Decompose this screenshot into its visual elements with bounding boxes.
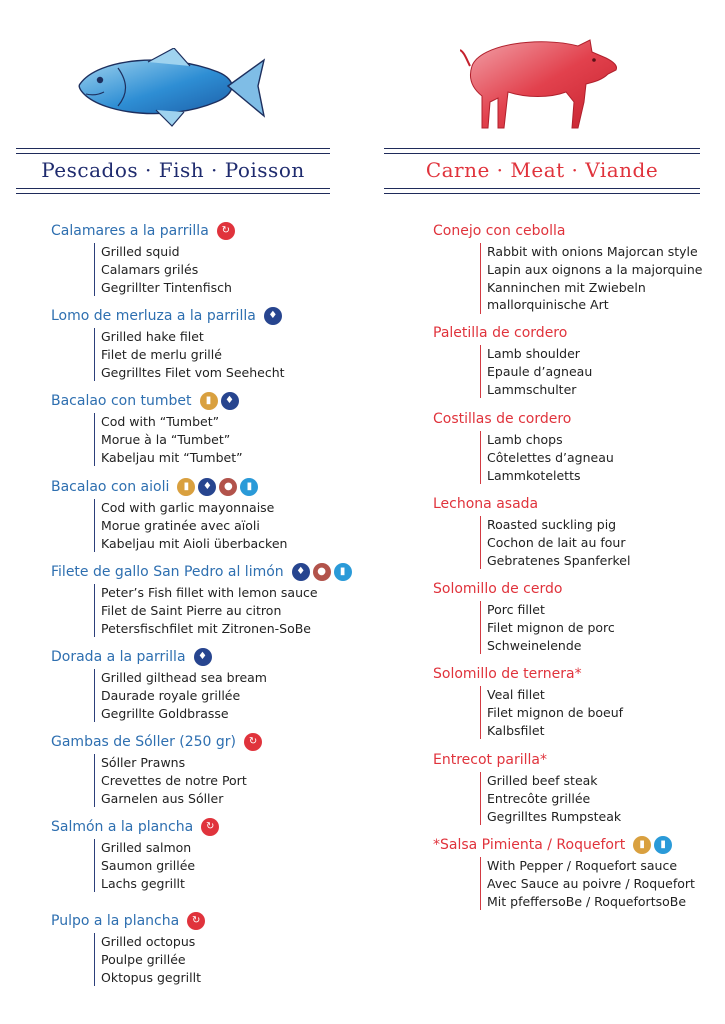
menu-item <box>433 750 621 825</box>
allergen-badges <box>633 836 672 854</box>
translation-line: Porc fillet <box>487 602 545 617</box>
pig-illustration <box>460 36 620 132</box>
egg-allergen-icon: ● <box>313 563 331 581</box>
translation-line: Peter’s Fish fillet with lemon sauce <box>101 585 318 600</box>
fish-allergen-icon: ♦ <box>292 563 310 581</box>
translation-line: Filet de Saint Pierre au citron <box>101 602 282 618</box>
dish-name: *Salsa Pimienta / Roquefort <box>433 837 626 853</box>
translation-line: Cod with garlic mayonnaise <box>101 500 275 515</box>
dish-name: Bacalao con aioli <box>51 479 170 495</box>
menu-item <box>51 732 262 807</box>
dish-row <box>51 306 285 326</box>
translation-line: Grilled octopus <box>101 934 196 949</box>
translation-line: Morue gratinée avec aïoli <box>101 517 260 533</box>
dish-name: Bacalao con tumbet <box>51 393 192 409</box>
fish-allergen-icon: ♦ <box>221 392 239 410</box>
translation-line: Entrecôte grillée <box>487 790 591 806</box>
dish-name: Solomillo de ternera* <box>433 666 582 682</box>
menu-item <box>433 835 695 910</box>
gluten-allergen-icon: ▮ <box>633 836 651 854</box>
dish-name: Entrecot parilla* <box>433 752 547 768</box>
translation-line: Saumon grillée <box>101 857 196 873</box>
translation-line: Grilled hake filet <box>101 329 204 344</box>
translation-line: mallorquinische Art <box>487 297 609 313</box>
translation-line: Côtelettes d’agneau <box>487 449 614 465</box>
dish-row <box>433 750 621 770</box>
translation-line: Roasted suckling pig <box>487 517 617 532</box>
dish-row <box>51 732 262 752</box>
dish-name: Costillas de cordero <box>433 411 572 427</box>
dish-row <box>433 494 630 514</box>
translation-line: Kabeljau mit “Tumbet” <box>101 449 243 465</box>
translation-line: Lamb shoulder <box>487 346 580 361</box>
fish-illustration <box>78 48 268 132</box>
translation-line: Lapin aux oignons a la majorquine <box>487 261 703 277</box>
translation-line: Cod with “Tumbet” <box>101 414 220 429</box>
dish-row <box>51 221 235 241</box>
translations <box>94 499 287 552</box>
translation-line: Lachs gegrillt <box>101 875 185 891</box>
translations <box>94 328 285 381</box>
fish-section-header <box>16 148 330 194</box>
milk-allergen-icon: ▮ <box>654 836 672 854</box>
mollusc-allergen-icon: ↻ <box>217 222 235 240</box>
dish-name: Calamares a la parrilla <box>51 223 209 239</box>
dish-row <box>433 664 623 684</box>
fish-section-title: Pescados · Fish · Poisson <box>41 158 305 182</box>
translation-line: Grilled beef steak <box>487 773 598 788</box>
dish-name: Pulpo a la plancha <box>51 913 180 929</box>
translations <box>480 686 623 739</box>
translations <box>480 345 592 398</box>
allergen-badges <box>177 478 258 496</box>
mollusc-allergen-icon: ↻ <box>187 912 205 930</box>
dish-row <box>51 391 243 411</box>
translation-line: Gegrillte Goldbrasse <box>101 705 229 721</box>
translation-line: Filet de merlu grillé <box>101 346 222 362</box>
mollusc-allergen-icon: ↻ <box>244 733 262 751</box>
translation-line: Lammschulter <box>487 381 577 397</box>
milk-allergen-icon: ▮ <box>334 563 352 581</box>
dish-name: Conejo con cebolla <box>433 223 566 239</box>
menu-item <box>51 306 285 381</box>
dish-name: Lechona asada <box>433 496 539 512</box>
dish-row <box>433 579 615 599</box>
translation-line: Mit pfeffersoBe / RoquefortsoBe <box>487 893 687 909</box>
allergen-badges <box>194 648 212 666</box>
menu-item <box>51 817 219 892</box>
translation-line: Gebratenes Spanferkel <box>487 552 631 568</box>
translations <box>94 584 352 637</box>
translation-line: Kabeljau mit Aioli überbacken <box>101 535 288 551</box>
dish-name: Solomillo de cerdo <box>433 581 563 597</box>
translation-line: Gegrilltes Rumpsteak <box>487 808 622 824</box>
translation-line: Kalbsfilet <box>487 722 545 738</box>
translation-line: Crevettes de notre Port <box>101 772 247 788</box>
dish-row <box>433 323 592 343</box>
allergen-badges <box>264 307 282 325</box>
translation-line: Cochon de lait au four <box>487 534 626 550</box>
translations <box>94 413 243 466</box>
translations <box>480 772 621 825</box>
translation-line: With Pepper / Roquefort sauce <box>487 858 678 873</box>
menu-item <box>433 323 592 398</box>
translation-line: Poulpe grillée <box>101 951 186 967</box>
dish-name: Gambas de Sóller (250 gr) <box>51 734 237 750</box>
menu-item <box>51 911 205 986</box>
dish-row <box>51 817 219 837</box>
mollusc-allergen-icon: ↻ <box>201 818 219 836</box>
menu-item <box>433 664 623 739</box>
translation-line: Rabbit with onions Majorcan style <box>487 244 698 259</box>
translation-line: Morue à la “Tumbet” <box>101 431 231 447</box>
meat-section-title: Carne · Meat · Viande <box>425 158 659 182</box>
gluten-allergen-icon: ▮ <box>200 392 218 410</box>
dish-row <box>433 835 695 855</box>
dish-name: Lomo de merluza a la parrilla <box>51 308 256 324</box>
dish-row <box>433 409 614 429</box>
translation-line: Sóller Prawns <box>101 755 186 770</box>
translation-line: Petersfischfilet mit Zitronen-SoBe <box>101 620 311 636</box>
menu-item <box>433 221 702 314</box>
menu-item <box>51 221 235 296</box>
translation-line: Avec Sauce au poivre / Roquefort <box>487 875 695 891</box>
translations <box>480 243 702 314</box>
allergen-badges <box>200 392 239 410</box>
milk-allergen-icon: ▮ <box>240 478 258 496</box>
translation-line: Grilled gilthead sea bream <box>101 670 267 685</box>
translation-line: Gegrilltes Filet vom Seehecht <box>101 364 285 380</box>
allergen-badges <box>201 818 219 836</box>
fish-allergen-icon: ♦ <box>194 648 212 666</box>
dish-row <box>51 562 352 582</box>
translations <box>480 601 615 654</box>
translation-line: Schweinelende <box>487 637 582 653</box>
translation-line: Calamars grilés <box>101 261 199 277</box>
menu-item <box>433 494 630 569</box>
translations <box>480 516 630 569</box>
allergen-badges <box>292 563 352 581</box>
translation-line: Epaule d’agneau <box>487 363 593 379</box>
menu-item <box>433 579 615 654</box>
menu-item <box>51 391 243 466</box>
translations <box>94 839 219 892</box>
menu-item <box>51 477 287 552</box>
dish-name: Salmón a la plancha <box>51 819 194 835</box>
translation-line: Filet mignon de porc <box>487 619 615 635</box>
translation-line: Filet mignon de boeuf <box>487 704 624 720</box>
gluten-allergen-icon: ▮ <box>177 478 195 496</box>
menu-item <box>51 562 352 637</box>
translations <box>480 857 695 910</box>
translations <box>94 243 235 296</box>
menu-item <box>433 409 614 484</box>
translation-line: Grilled salmon <box>101 840 192 855</box>
translation-line: Grilled squid <box>101 244 180 259</box>
translation-line: Veal fillet <box>487 687 545 702</box>
translations <box>480 431 614 484</box>
allergen-badges <box>217 222 235 240</box>
translation-line: Garnelen aus Sóller <box>101 790 224 806</box>
dish-row <box>433 221 702 241</box>
dish-name: Dorada a la parrilla <box>51 649 186 665</box>
dish-row <box>51 647 267 667</box>
meat-section-header <box>384 148 700 194</box>
translation-line: Lammkoteletts <box>487 467 581 483</box>
dish-row <box>51 477 287 497</box>
translation-line: Kanninchen mit Zwiebeln <box>487 279 646 295</box>
dish-name: Filete de gallo San Pedro al limón <box>51 564 284 580</box>
menu-item <box>51 647 267 722</box>
egg-allergen-icon: ● <box>219 478 237 496</box>
allergen-badges <box>187 912 205 930</box>
translation-line: Oktopus gegrillt <box>101 969 201 985</box>
allergen-badges <box>244 733 262 751</box>
fish-allergen-icon: ♦ <box>198 478 216 496</box>
translations <box>94 669 267 722</box>
dish-name: Paletilla de cordero <box>433 325 568 341</box>
fish-allergen-icon: ♦ <box>264 307 282 325</box>
translation-line: Daurade royale grillée <box>101 687 241 703</box>
translation-line: Gegrillter Tintenfisch <box>101 279 232 295</box>
translations <box>94 933 205 986</box>
translation-line: Lamb chops <box>487 432 563 447</box>
dish-row <box>51 911 205 931</box>
translations <box>94 754 262 807</box>
